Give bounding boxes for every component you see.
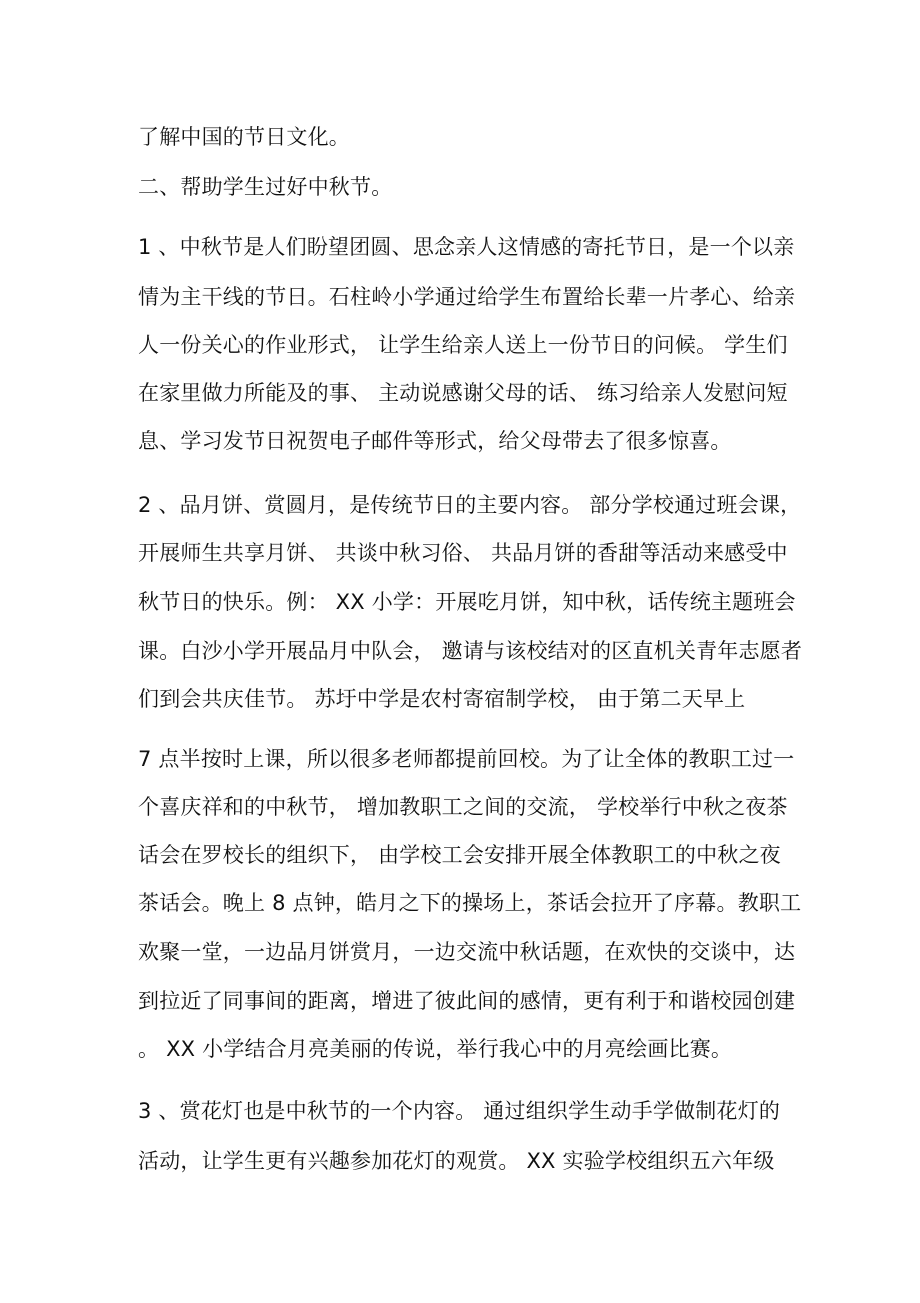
text-line-1: 了解中国的节日文化。 [138,125,350,149]
text-line-16: 茶话会。晚上 8 点钟，皓月之下的操场上，茶话会拉开了序幕。教职工 [138,891,802,915]
text-line-5: 人一份关心的作业形式， 让学生给亲人送上一份节日的问候。 学生们 [138,333,788,357]
text-line-21: 活动，让学生更有兴趣参加花灯的观赏。 XX 实验学校组织五六年级 [138,1149,775,1173]
text-line-11: 课。白沙小学开展品月中队会， 邀请与该校结对的区直机关青年志愿者 [138,639,803,663]
text-line-3: 1 、中秋节是人们盼望团圆、思念亲人这情感的寄托节日，是一个以亲 [138,235,795,259]
text-line-15: 话会在罗校长的组织下， 由学校工会安排开展全体教职工的中秋之夜 [138,843,781,867]
text-line-10: 秋节日的快乐。例： XX 小学：开展吃月饼，知中秋，话传统主题班会 [138,590,796,614]
text-line-13: 7 点半按时上课，所以很多老师都提前回校。为了让全体的教职工过一 [138,747,795,771]
text-line-7: 息、学习发节日祝贺电子邮件等形式，给父母带去了很多惊喜。 [138,429,732,453]
text-line-12: 们到会共庆佳节。 苏圩中学是农村寄宿制学校， 由于第二天早上 [138,687,746,711]
text-line-17: 欢聚一堂，一边品月饼赏月，一边交流中秋话题，在欢快的交谈中，达 [138,940,796,964]
text-line-19: 。 XX 小学结合月亮美丽的传说，举行我心中的月亮绘画比赛。 [138,1037,733,1061]
text-line-6: 在家里做力所能及的事、 主动说感谢父母的话、 练习给亲人发慰问短 [138,381,788,405]
text-line-18: 到拉近了同事间的距离，增进了彼此间的感情，更有利于和谐校园创建 [138,989,796,1013]
text-line-20: 3 、赏花灯也是中秋节的一个内容。 通过组织学生动手学做制花灯的 [138,1099,781,1123]
text-line-8: 2 、品月饼、赏圆月，是传统节日的主要内容。 部分学校通过班会课， [138,493,802,517]
text-line-14: 个喜庆祥和的中秋节， 增加教职工之间的交流， 学校举行中秋之夜茶 [138,795,788,819]
section-heading: 二、帮助学生过好中秋节。 [138,175,393,199]
text-line-9: 开展师生共享月饼、 共谈中秋习俗、 共品月饼的香甜等活动来感受中 [138,541,788,565]
text-line-4: 情为主干线的节日。石柱岭小学通过给学生布置给长辈一片孝心、给亲 [138,285,796,309]
